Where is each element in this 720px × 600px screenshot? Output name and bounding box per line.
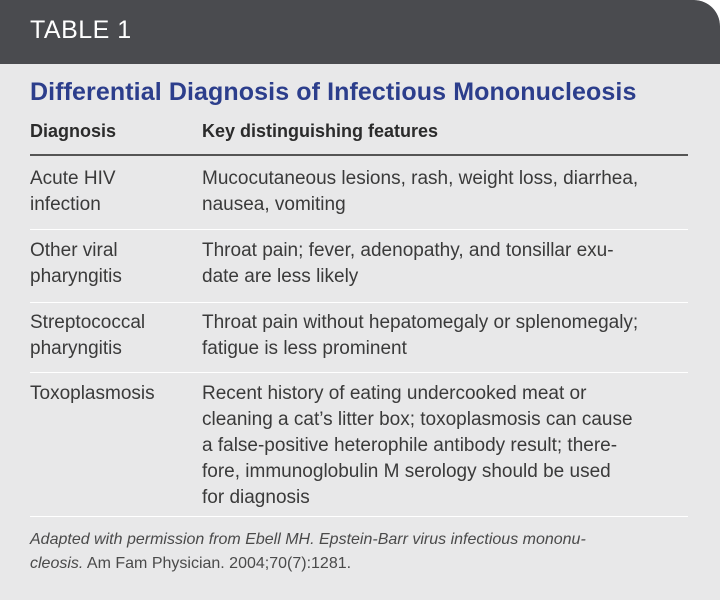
- footnote-citation-journal: Am Fam Physician. 2004;70(7):1281.: [83, 555, 352, 572]
- row-1-diagnosis: Acute HIV infection: [30, 168, 116, 215]
- row-3-features: Throat pain without hepatomegaly or splenomegaly; fatigue is less prominent: [202, 312, 639, 359]
- row-divider: [30, 372, 688, 373]
- column-header-diagnosis: Diagnosis: [30, 121, 117, 141]
- row-divider: [30, 516, 688, 517]
- row-divider: [30, 229, 688, 230]
- row-divider: [30, 302, 688, 303]
- row-1-features: Mucocutaneous lesions, rash, weight loss, diarrhea, nausea, vomiting: [202, 168, 639, 215]
- footnote-citation-italic: Adapted with permission from Ebell MH. Epstein-Barr virus infectious mononu- cleosis.: [30, 531, 586, 572]
- table-number-label: TABLE 1: [30, 16, 132, 44]
- row-4-diagnosis: Toxoplasmosis: [30, 383, 155, 404]
- table-header-bar: [0, 0, 720, 64]
- row-4-features: Recent history of eating undercooked meat or cleaning a cat’s litter box; toxoplasmosis can cause a false-positive heterophile antibody result; there- fore, immunoglobulin M serology should be used for diagnosis: [202, 383, 633, 508]
- source-footnote: [30, 528, 695, 576]
- table-title: Differential Diagnosis of Infectious Mononucleosis: [30, 78, 637, 106]
- column-header-features: Key distinguishing features: [202, 121, 439, 141]
- row-2-diagnosis: Other viral pharyngitis: [30, 240, 122, 287]
- header-rule: [30, 154, 688, 156]
- row-3-diagnosis: Streptococcal pharyngitis: [30, 312, 146, 359]
- row-2-features: Throat pain; fever, adenopathy, and tonsillar exu- date are less likely: [202, 240, 614, 287]
